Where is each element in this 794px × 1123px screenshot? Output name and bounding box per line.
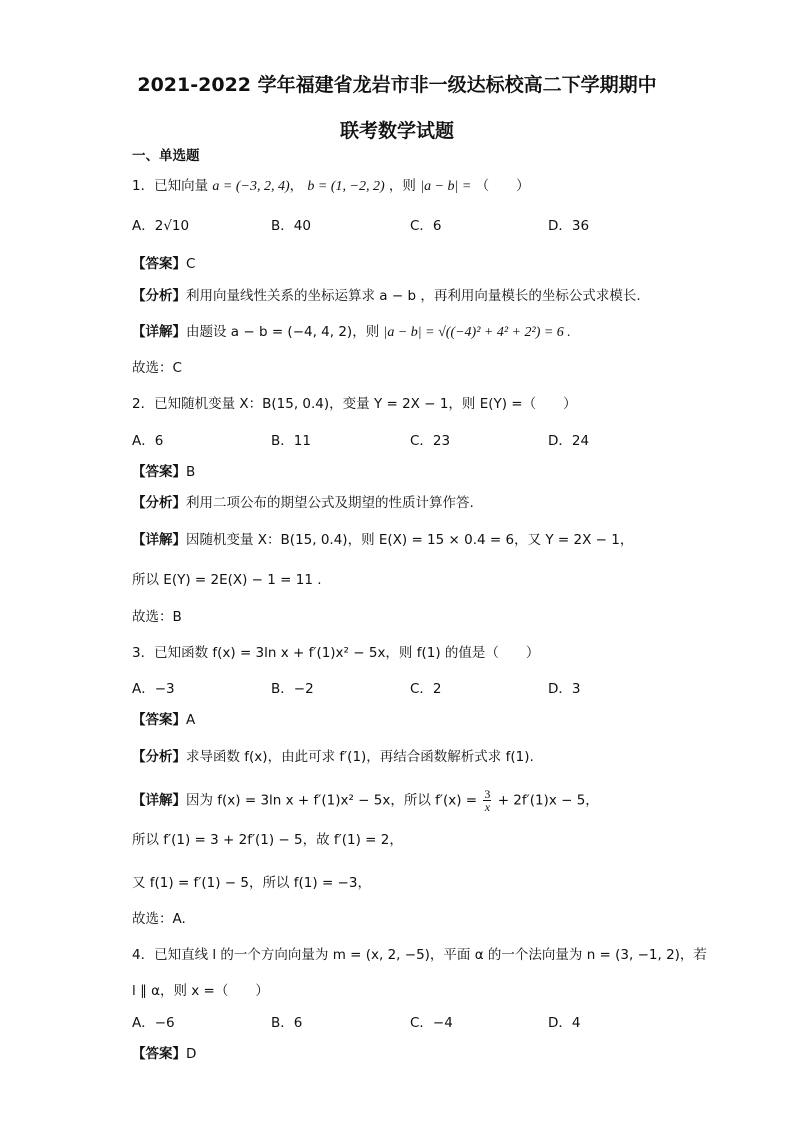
exam-title-line2: 联考数学试题 bbox=[339, 120, 454, 142]
q4-answer-value: D bbox=[186, 1046, 197, 1062]
detail-tag: 【详解】 bbox=[132, 324, 186, 340]
q2-option-c: C．23 bbox=[410, 433, 451, 449]
q4-option-d: D．4 bbox=[548, 1015, 581, 1031]
q3-option-a: A．−3 bbox=[132, 681, 175, 697]
section-heading: 一、单选题 bbox=[132, 148, 200, 164]
answer-tag: 【答案】 bbox=[132, 712, 186, 728]
q3-answer-value: A bbox=[186, 712, 196, 728]
q1-option-a: A．2√10 bbox=[132, 218, 190, 234]
q3-fraction bbox=[483, 788, 491, 813]
q1-detail-text-b: |a − b| = √((−4)² + 4² + 2²) = 6 . bbox=[383, 325, 571, 340]
q2-analysis bbox=[132, 493, 474, 513]
q3-detail bbox=[132, 788, 599, 813]
q1-abs-expression: |a − b| = bbox=[420, 179, 472, 194]
q1-option-c: C．6 bbox=[410, 218, 442, 234]
q1-stem-prefix: 1．已知向量 bbox=[132, 178, 209, 194]
q4-option-b: B．6 bbox=[271, 1015, 303, 1031]
q2-detail-line2: 所以 E(Y) = 2E(X) − 1 = 11 . bbox=[132, 572, 322, 588]
q3-analysis-text: 求导函数 f(x)，由此可求 f′(1)，再结合函数解析式求 f(1). bbox=[186, 749, 534, 765]
q1-vector-a: a = (−3, 2, 4) bbox=[212, 179, 290, 194]
detail-tag: 【详解】 bbox=[132, 792, 186, 809]
q1-paren: （ ） bbox=[475, 178, 530, 194]
q2-option-d: D．24 bbox=[548, 433, 590, 449]
q2-option-b: B．11 bbox=[271, 433, 311, 449]
q1-answer bbox=[132, 254, 195, 274]
q2-stem: 2．已知随机变量 X：B(15, 0.4)，变量 Y = 2X − 1，则 E(Y) =（ ） bbox=[132, 396, 577, 412]
q3-answer bbox=[132, 710, 195, 730]
q1-vector-b: b = (1, −2, 2) bbox=[307, 179, 385, 194]
q3-option-b: B．−2 bbox=[271, 681, 314, 697]
q4-option-a: A．−6 bbox=[132, 1015, 175, 1031]
q3-detail-text-a: 因为 f(x) = 3ln x + f′(1)x² − 5x，所以 f′(x) = bbox=[186, 792, 478, 809]
q3-detail-text-b: + 2f′(1)x − 5， bbox=[497, 792, 599, 809]
exam-title-line1: 2021-2022 学年福建省龙岩市非一级达标校高二下学期期中 bbox=[137, 74, 657, 96]
q1-stem-suffix: ，则 bbox=[388, 178, 416, 194]
q2-analysis-text: 利用二项公布的期望公式及期望的性质计算作答. bbox=[186, 495, 474, 511]
q2-conclusion: 故选：B bbox=[132, 609, 182, 625]
answer-tag: 【答案】 bbox=[132, 464, 186, 480]
q3-stem: 3．已知函数 f(x) = 3ln x + f′(1)x² − 5x，则 f(1) 的值是（ ） bbox=[132, 645, 540, 661]
q3-analysis bbox=[132, 747, 534, 767]
q2-detail-text: 因随机变量 X：B(15, 0.4)，则 E(X) = 15 × 0.4 = 6，又 Y = 2X − 1， bbox=[186, 532, 634, 548]
q1-stem: 1．已知向量 a = (−3, 2, 4)， b = (1, −2, 2) ，则 |a − b| = （ ） bbox=[132, 178, 530, 194]
q3-option-d: D．3 bbox=[548, 681, 581, 697]
detail-tag: 【详解】 bbox=[132, 532, 186, 548]
fraction-numerator: 3 bbox=[484, 787, 491, 801]
q1-detail-text-a: 由题设 a − b = (−4, 4, 2)，则 bbox=[186, 324, 380, 340]
q3-conclusion: 故选：A. bbox=[132, 911, 186, 927]
q3-detail-line2: 所以 f′(1) = 3 + 2f′(1) − 5，故 f′(1) = 2， bbox=[132, 832, 403, 848]
q1-analysis bbox=[132, 286, 641, 306]
q1-answer-value: C bbox=[186, 256, 196, 272]
analysis-tag: 【分析】 bbox=[132, 495, 186, 511]
q2-answer-value: B bbox=[186, 464, 196, 480]
q1-analysis-text: 利用向量线性关系的坐标运算求 a − b ，再利用向量模长的坐标公式求模长. bbox=[186, 288, 641, 304]
q4-answer bbox=[132, 1044, 196, 1064]
q1-detail bbox=[132, 322, 571, 343]
q4-stem-line1: 4．已知直线 l 的一个方向向量为 m = (x, 2, −5)，平面 α 的一个法向量为 n = (3, −1, 2)，若 bbox=[132, 947, 707, 963]
q2-answer bbox=[132, 462, 195, 482]
q4-option-c: C．−4 bbox=[410, 1015, 453, 1031]
q3-option-c: C．2 bbox=[410, 681, 442, 697]
q1-conclusion: 故选：C bbox=[132, 360, 182, 376]
q1-option-d: D．36 bbox=[548, 218, 590, 234]
fraction-denominator: x bbox=[484, 800, 491, 814]
analysis-tag: 【分析】 bbox=[132, 288, 186, 304]
q4-stem-line2: l ∥ α，则 x =（ ） bbox=[132, 983, 269, 999]
q3-detail-line3: 又 f(1) = f′(1) − 5，所以 f(1) = −3， bbox=[132, 875, 371, 891]
q2-detail bbox=[132, 530, 633, 550]
q1-option-b: B．40 bbox=[271, 218, 311, 234]
q2-option-a: A．6 bbox=[132, 433, 164, 449]
answer-tag: 【答案】 bbox=[132, 1046, 186, 1062]
answer-tag: 【答案】 bbox=[132, 256, 186, 272]
analysis-tag: 【分析】 bbox=[132, 749, 186, 765]
